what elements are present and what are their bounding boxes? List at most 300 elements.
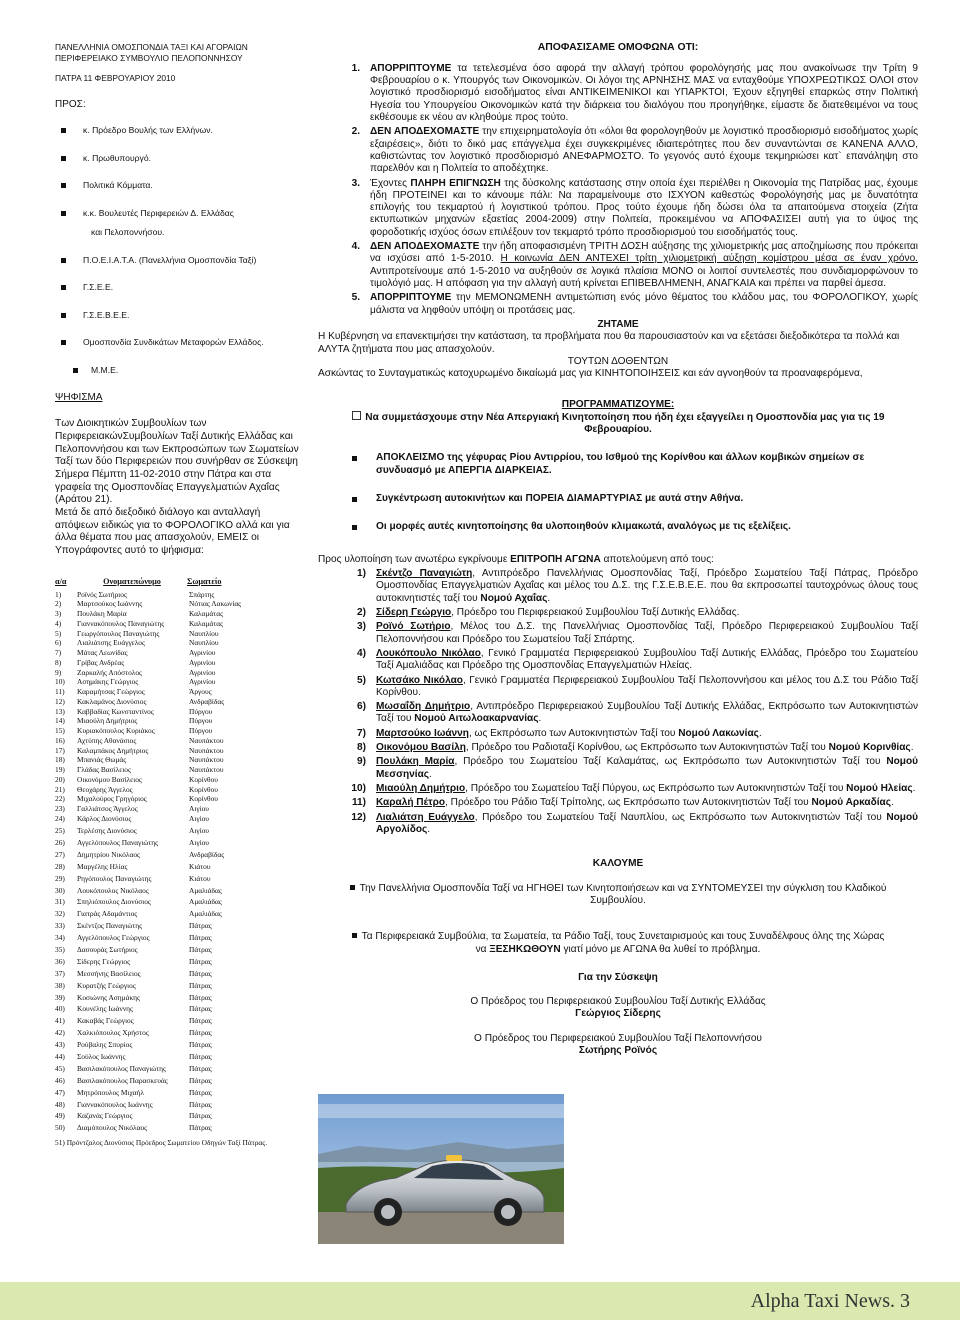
table-row (55, 887, 303, 899)
table-row (55, 827, 303, 839)
member-union: Αγρινίου (189, 648, 216, 658)
row-number: 21) (55, 784, 65, 794)
row-number: 4) (55, 618, 62, 628)
member-name: Γεωργόπουλος Παναγιώτης (77, 629, 160, 638)
row-number: 28) (55, 861, 65, 871)
committee-name: Λουκόπουλο Νικόλαο (376, 647, 481, 659)
committee-role: , Αντιπρόεδρο Περιφερειακού Συμβουλίου Ταξί Δυτικής Ελλάδας, Εκπρόσωπο των Αυτοκινητιστών Ταξί του (376, 701, 918, 725)
committee-member (318, 728, 918, 740)
footer-bar (0, 1282, 960, 1320)
table-row (55, 639, 303, 649)
member-name: Αχτύπης Αθανάσιος (77, 736, 137, 745)
member-name: Βασιλακόπουλος Παρασκευάς (77, 1076, 168, 1085)
bullet-icon (61, 183, 66, 188)
committee-member (318, 797, 918, 809)
member-union: Ναυπλίου (189, 638, 219, 648)
committee-region: Νομού Αργολίδος (376, 811, 918, 835)
committee-list (318, 568, 918, 836)
committee-number: 10) (351, 783, 366, 794)
committee-role: , Πρόεδρο του Σωματείου Ταξί Ναυπλίου, ως Εκπρόσωπο των Αυτοκινητιστών Ταξί του (474, 811, 887, 823)
invite-item: Τα Περιφερειακά Συμβούλια, τα Σωματεία, τα Ράδιο Ταξί, τους Συνεταιρισμούς και τους Συναδέλφους όλης της Χώρας να ΞΕΣΗΚΩΘΟΥΝ γιατί μόνο με ΑΓΩΝΑ θα λυθεί το πρόβλημα. (318, 931, 918, 956)
committee-name: Κωτσάκο Νικόλαο (376, 674, 463, 686)
member-name: Μητρόπουλος Μιχαήλ (77, 1088, 144, 1097)
member-name: Γρίβας Ανδρέας (77, 658, 125, 667)
table-row (55, 756, 303, 766)
row-number: 1) (55, 589, 62, 599)
member-union: Πάτρας (189, 968, 212, 978)
member-union: Ναυπάκτου (189, 765, 224, 775)
committee-role: , Γενικό Γραμματέα Περιφερειακού Συμβουλίου Ταξί Δυτικής Ελλάδας, Πρόεδρο του Σωματείου Ταξί Αμαλιάδας και Πρόεδρο της Ομοσπονδίας Επαγγελματιών Ηλείας. (376, 647, 919, 672)
committee-region: Νομού Κορινθίας (828, 742, 911, 754)
row-number: 46) (55, 1075, 65, 1085)
table-row (55, 910, 303, 922)
action-item: Οι μορφές αυτές κινητοποίησης θα υλοποιηθούν κλιμακωτά, αναλόγως με τις εξελίξεις. (318, 521, 918, 533)
member-union: Άργους (189, 687, 212, 697)
committee-role: , Πρόεδρο του Ράδιο Ταξί Τρίπολης, ως Εκπρόσωπο των Αυτοκινητιστών Ταξί του (445, 797, 812, 809)
col-header-union: Σωματείο (187, 576, 222, 586)
bullet-icon (61, 128, 66, 133)
row-number: 32) (55, 909, 65, 919)
row-number: 8) (55, 657, 62, 667)
member-union: Ναυπάκτου (189, 735, 224, 745)
recipient-item: Γ.Σ.Ε.Β.Ε.Ε. (55, 310, 303, 320)
table-row (55, 1017, 303, 1029)
action-item: Συγκέντρωση αυτοκινήτων και ΠΟΡΕΙΑ ΔΙΑΜΑΡΤΥΡΙΑΣ με αυτά στην Αθήνα. (318, 493, 918, 505)
signature-role: Ο Πρόεδρος του Περιφερειακού Συμβουλίου Ταξί Πελοποννήσου (474, 1032, 762, 1044)
committee-number: 8) (357, 742, 366, 754)
row-number: 6) (55, 638, 62, 648)
row-number: 16) (55, 735, 65, 745)
table-row (55, 1065, 303, 1077)
table-row (55, 591, 303, 601)
committee-role: , ως Εκπρόσωπο των Αυτοκινητιστών Ταξί του (468, 727, 679, 739)
member-name: Διαμόπουλος Νικόλαος (77, 1124, 148, 1133)
org-council: ΠΕΡΙΦΕΡΕΙΑΚΟ ΣΥΜΒΟΥΛΙΟ ΠΕΛΟΠΟΝΝΗΣΟΥ (55, 52, 243, 63)
recipient-item: Πολιτικά Κόμματα. (55, 180, 303, 190)
member-union: Πάτρας (189, 1123, 212, 1133)
row-number: 39) (55, 992, 65, 1002)
member-name: Ρηγόπουλος Παναγιώτης (77, 874, 152, 883)
table-row (55, 1053, 303, 1065)
table-row (55, 875, 303, 887)
member-union: Πάτρας (189, 1075, 212, 1085)
committee-name: Ροϊνό Σωτήριο (376, 621, 451, 633)
member-name: Κάρλος Διονύσιος (77, 814, 132, 823)
committee-end: . (910, 742, 914, 754)
col-header-number: α/α (55, 576, 67, 586)
committee-end: . (538, 713, 542, 725)
committee-number: 3) (357, 621, 366, 633)
committee-region: Νομού Λακωνίας (678, 727, 759, 739)
signature-heading: Για την Σύσκεψη (578, 971, 658, 983)
member-name: Αγγελόπουλος Γεώργιος (77, 934, 150, 943)
member-name: Σίδερης Γεώργιος (77, 957, 131, 966)
member-union: Ναυπάκτου (189, 755, 224, 765)
member-name: Σπηλιόπουλος Διονύσιος (77, 898, 151, 907)
table-row (55, 958, 303, 970)
table-header (55, 578, 303, 586)
table-row (55, 600, 303, 610)
recipient-item: Μ.Μ.Ε. (55, 365, 303, 375)
invite-item: Την Πανελλήνια Ομοσπονδία Ταξί να ΗΓΗΘΕΙ των Κινητοποιήσεων και να ΣΥΝΤΟΜΕΥΣΕΙ την σύγκλιση του Κλαδικού Συμβουλίου. (318, 883, 918, 908)
committee-role: , Αντιπρόεδρο Πανελλήνιας Ομοσπονδίας Ταξί, Πρόεδρο Σωματείου Ταξί Πάτρας, Πρόεδρο Ομοσπονδίας Επαγγελματιών Αχαΐας και μέλος του Δ.Σ. της Γ.Σ.Ε.Β.Ε.Ε. που θα εκπροσωπεί ταυτοχρόνως όλους τους αυτοκινητιστές ταξί του (376, 568, 918, 604)
member-union: Πάτρας (189, 1087, 212, 1097)
action-item: ΑΠΟΚΛΕΙΣΜΟ της γέφυρας Ρίου Αντιρρίου, του Ισθμού της Κορίνθου και άλλων κομβικών σημείων σε συνδυασμό με ΑΠΕΡΓΙΑ ΔΙΑΡΚΕΙΑΣ. (318, 452, 918, 477)
committee-region: Νομού Ηλείας (846, 783, 913, 794)
table-row (55, 669, 303, 679)
member-name: Σκέντζος Παναγιώτης (77, 922, 142, 931)
committee-role: , Πρόεδρο του Σωματείου Ταξί Καλαμάτας, ως Εκπρόσωπο των Αυτοκινητιστών Ταξί του (454, 756, 887, 768)
committee-member (318, 812, 918, 837)
member-union: Πάτρας (189, 1016, 212, 1026)
resolution-intro (55, 418, 303, 557)
row-number: 33) (55, 921, 65, 931)
table-row (55, 1101, 303, 1113)
member-union: Πάτρας (189, 1099, 212, 1109)
member-union: Νότιας Λακωνίας (189, 599, 242, 609)
committee-end: . (429, 768, 432, 780)
committee-end: . (891, 797, 894, 809)
table-row (55, 737, 303, 747)
bullet-icon (61, 313, 66, 318)
member-union: Σπάρτης (189, 589, 215, 599)
committee-region: Νομού Αιτωλοακαρνανίας (414, 713, 539, 725)
bullet-icon (61, 211, 66, 216)
row-number: 40) (55, 1004, 65, 1014)
committee-number: 11) (351, 797, 366, 809)
row-number: 35) (55, 944, 65, 954)
table-row (55, 620, 303, 630)
member-name: Κακλαμάνος Διονύσιος (77, 697, 147, 706)
decision-item: 5. ΑΠΟΡΡΙΠΤΟΥΜΕ την ΜΕΜΟΝΩΜΕΝΗ αντιμετώπιση ενός μόνο θέματος του κλάδου μας, του ΦΟΡΟΛΟΓΙΚΟΥ, χωρίς μάλιστα να ληφθούν υπόψη οι προτάσεις μας. (351, 292, 918, 316)
given-title: ΤΟΥΤΩΝ ΔΟΘΕΝΤΩΝ (567, 355, 669, 367)
table-row (55, 649, 303, 659)
member-union: Πάτρας (189, 980, 212, 990)
table-row (55, 678, 303, 688)
decision-title: ΑΠΟΦΑΣΙΣΑΜΕ ΟΜΟΦΩΝΑ ΟΤΙ: (537, 42, 699, 53)
row-number: 12) (55, 696, 65, 706)
row-number: 17) (55, 745, 65, 755)
decision-item: 4. ΔΕΝ ΑΠΟΔΕΧΟΜΑΣΤΕ την ήδη αποφασισμένη ΤΡΙΤΗ ΔΟΣΗ αύξησης της χιλιομετρικής μας αποζημίωσης που πρόκειται να ισχύσει από 1-5-2010. Η κοινωνία ΔΕΝ ΑΝΤΕΧΕΙ τρίτη χιλιομετρική αύξηση κομίστρου μέσα σε έναν χρόνο. Αντιπροτείνουμε από 1-5-2010 να αυξηθούν σε λογικά πλαίσια ΜΟΝΟ οι λοιποί συντελεστές που συνδιαμορφώνουν το τιμολόγιό μας. Η απόφαση για την αλλαγή αυτή κρίνεται ΕΠΙΒΕΒΛΗΜΕΝΗ, ΑΝΑΓΚΑΙΑ και πρέπει να παρθεί άμεσα. (351, 241, 918, 289)
committee-name: Σίδερη Γεώργιο (376, 606, 452, 618)
right-column (318, 42, 918, 1057)
table-row-last: 51) Πρόντζαλος Διονύσιος Πρόεδρος Σωματείου Οδηγών Ταξί Πάτρας. (55, 1138, 268, 1148)
committee-member (318, 756, 918, 781)
col-header-name: Ονοματεπώνυμο (103, 576, 161, 586)
row-number: 25) (55, 825, 65, 835)
row-number: 43) (55, 1040, 65, 1050)
table-row (55, 630, 303, 640)
member-union: Αμαλιάδας (189, 909, 222, 919)
member-name: Μεσσήνης Βασίλειος (77, 969, 141, 978)
row-number: 13) (55, 706, 65, 716)
member-union: Αγρινίου (189, 677, 216, 687)
table-row (55, 815, 303, 827)
committee-intro: Προς υλοποίηση των ανωτέρω εγκρίνουμε ΕΠΙΤΡΟΠΗ ΑΓΩΝΑ αποτελούμενη από τους: (318, 553, 714, 565)
table-row (55, 863, 303, 875)
table-row (55, 922, 303, 934)
member-name: Ασημάκης Γεώργιος (77, 678, 139, 687)
member-union: Πάτρας (189, 1111, 212, 1121)
bullet-icon (61, 258, 66, 263)
recipient-item: Γ.Σ.Ε.Ε. (55, 282, 303, 292)
row-number: 10) (55, 677, 65, 687)
member-union: Ναυπλίου (189, 628, 219, 638)
committee-number: 2) (357, 606, 366, 618)
committee-name: Μαρτσούκο Ιωάννη (376, 727, 469, 739)
row-number: 38) (55, 980, 65, 990)
bullet-icon (352, 497, 357, 502)
table-row (55, 805, 303, 815)
invite-title: ΚΑΛΟΥΜΕ (592, 858, 644, 870)
member-name: Πουλάκη Μαρία (77, 610, 127, 619)
committee-member (318, 783, 918, 795)
committee-name: Μιαούλη Δημήτριο (376, 783, 466, 794)
member-name: Θεοχάρης Άγγελος (77, 785, 133, 794)
member-union: Πάτρας (189, 1063, 212, 1073)
member-union: Πάτρας (189, 1028, 212, 1038)
table-row (55, 766, 303, 776)
member-union: Ανδραβίδας (189, 849, 225, 859)
row-number: 34) (55, 933, 65, 943)
member-name: Μιαούλη Δημήτριος (77, 717, 138, 726)
member-union: Πύργου (189, 706, 213, 716)
table-row (55, 1029, 303, 1041)
row-number: 19) (55, 765, 65, 775)
row-number: 48) (55, 1099, 65, 1109)
member-union: Πάτρας (189, 1052, 212, 1061)
member-name: Καββαδίας Κωνσταντίνος (77, 707, 154, 716)
recipients-heading: ΠΡΟΣ: (55, 99, 86, 111)
bullet-icon (61, 156, 66, 161)
committee-number: 12) (351, 811, 366, 823)
committee-number: 1) (357, 568, 366, 579)
committee-role: , Πρόεδρο του Ραδιοταξί Κορίνθου, ως Εκπρόσωπο των Αυτοκινητιστών Ταξί του (465, 742, 829, 754)
member-name: Δασουράς Σωτήριος (77, 945, 138, 954)
committee-role: , Γενικό Γραμματέα Περιφερειακού Συμβουλίου Ταξί Πελοποννήσου και μέλος του Δ.Σ του Ράδιο Ταξί Κορίνθου. (376, 674, 918, 698)
member-name: Ροϊνός Σωτήριος (77, 590, 127, 599)
row-number: 24) (55, 813, 65, 823)
bullet-icon (352, 933, 357, 938)
member-union: Αιγίου (189, 804, 209, 814)
member-name: Γαλλιάτσος Άγγελος (77, 805, 138, 814)
member-name: Κοσιώνης Ασημάκης (77, 993, 140, 1002)
member-union: Κιάτου (189, 873, 211, 883)
recipient-item: κ.κ. Βουλευτές Περιφερειών Δ. Ελλάδας (55, 208, 303, 218)
resolution-title: ΨΗΦΙΣΜΑ (55, 392, 103, 404)
member-name: Μαργέλης Ηλίας (77, 862, 128, 871)
member-union: Πάτρας (189, 1040, 212, 1050)
committee-name: Καραλή Πέτρο (376, 797, 446, 809)
member-name: Κακαβάς Γεώργιος (77, 1017, 134, 1026)
signature-name: Γεώργιος Σίδερης (575, 1008, 661, 1020)
member-name: Ρούβαλης Σπυρίος (77, 1041, 133, 1050)
member-union: Κορίνθου (189, 774, 218, 784)
taxi-photo-illustration (318, 1094, 564, 1244)
member-name: Καραμήτσας Γεώργιος (77, 688, 145, 697)
org-header (55, 42, 303, 63)
table-row (55, 1124, 303, 1136)
row-number: 23) (55, 804, 65, 814)
committee-member (318, 742, 918, 754)
row-number: 47) (55, 1087, 65, 1097)
table-row (55, 1005, 303, 1017)
committee-member (318, 675, 918, 700)
member-union: Καλαμάτας (189, 618, 223, 628)
member-name: Τερλέσης Διονύσιος (77, 826, 137, 835)
table-row (55, 659, 303, 669)
row-number: 20) (55, 774, 65, 784)
row-number: 44) (55, 1052, 65, 1061)
committee-role: , Πρόεδρο του Περιφερειακού Συμβουλίου Ταξί Δυτικής Ελλάδας. (451, 606, 740, 618)
row-number: 7) (55, 648, 62, 658)
member-union: Πάτρας (189, 1004, 212, 1014)
member-name: Καζανάς Γεώργιος (77, 1112, 133, 1121)
row-number: 22) (55, 794, 65, 804)
committee-member (318, 607, 918, 619)
table-row (55, 898, 303, 910)
member-name: Λιαλιάτσης Ευάγγελος (77, 639, 145, 648)
member-name: Δημητρίου Νικόλαος (77, 850, 140, 859)
bullet-icon (350, 885, 355, 890)
decision-item: 1. ΑΠΟΡΡΙΠΤΟΥΜΕ τα τετελεσμένα όσο αφορά την αλλαγή τρόπου φορολόγησής μας που ανακοίνωσε την Τρίτη 9 Φεβρουαρίου ο κ. Υπουργός των Οικονομικών. Οι λόγοι της ΑΡΝΗΣΗΣ ΜΑΣ να ενταχθούμε ΥΠΟΧΡΕΩΤΙΚΩΣ ΟΛΟΙ στον λογιστικό προσδιορισμό εισοδήματος είναι ΑΝΤΙΚΕΙΜΕΝΙΚΟΙ και ΥΠΑΡΚΤΟΙ, Έχουν εξηγηθεί επαρκώς στην Πολιτική Ηγεσία του Υπουργείου Οικονομικών κατά την διάρκεια του διαλόγου που προηγήθηκε, είμαστε δε διατεθειμένοι να τους εκθέσουμε εκ νέου αν κληθούμε προς τούτο. (351, 62, 918, 123)
table-row (55, 994, 303, 1006)
member-union: Ναυπάκτου (189, 745, 224, 755)
demand-text: Η Κυβέρνηση να επανεκτιμήσει την κατάσταση, τα προβλήματα που θα παρουσιαστούν και να εξετάσει διεξοδικότερα τα πολλά και ΑΛΥΤΑ ζητήματα που μας απασχολούν. (318, 331, 900, 355)
member-name: Καλαμπάκος Δημήτριος (77, 746, 149, 755)
committee-name: Οικονόμου Βασίλη (376, 742, 466, 754)
member-union: Πάτρας (189, 956, 212, 966)
member-name: Λουκόπουλος Νικόλαος (77, 886, 149, 895)
given-text: Ασκώντας το Συνταγματικώς κατοχυρωμένο δικαίωμά μας για ΚΙΝΗΤΟΠΟΙΗΣΕΙΣ και εάν αγνοηθούν τα προαναφερόμενα, (318, 368, 863, 380)
row-number: 30) (55, 885, 65, 895)
member-union: Αγρινίου (189, 657, 216, 667)
member-name: Χαλκιόπουλος Χρήστος (77, 1029, 149, 1038)
recipient-item: κ. Πρωθυπουργό. (55, 153, 303, 163)
row-number: 15) (55, 726, 65, 736)
committee-name: Μωσαΐδη Δημήτριο (376, 701, 471, 713)
decision-item: 3. Έχοντες ΠΛΗΡΗ ΕΠΙΓΝΩΣΗ της δύσκολης κατάστασης στην οποία έχει περιέλθει η Οικονομία της Πατρίδας μας, έχουμε ήδη ΠΡΟΤΕΙΝΕΙ και το κάνουμε πάλι: Να παραμείνουμε στο ΙΣΧΥΟΝ καθεστώς Φορολόγησής μας με δυνατότητα επιλογής του τεκμαρτού ή λογιστικού τρόπου. Προς τούτο έχουμε ήδη δώσει όλα τα απαιτούμενα στοιχεία (Ζήτα εκτυπωτικών μηχανών εξαετίας 2004-2009) στην Πολιτεία, προκειμένου να ΑΠΟΦΑΣΙΣΕΙ αυτή για το ύψος της φοροδοτικής ισχύος όσων επιλέξουν τον τεκμαρτό τρόπο προσδιορισμού του εισοδήματός τους. (351, 177, 919, 238)
table-row (55, 970, 303, 982)
row-number: 11) (55, 687, 65, 697)
committee-member (318, 701, 918, 726)
committee-name: Πουλάκη Μαρία (376, 756, 455, 768)
committee-role: , Μέλος του Δ.Σ. της Πανελλήνιας Ομοσπονδίας Ταξί, Πρόεδρο Περιφερειακού Συμβουλίου Ταξί Πελοποννήσου και Πρόεδρο του Σωματείου Ταξί Σπάρτης. (376, 621, 918, 645)
committee-end: . (912, 783, 916, 794)
member-union: Καλαμάτας (189, 609, 223, 619)
row-number: 5) (55, 628, 62, 638)
member-name: Μάτας Λεωνίδας (77, 649, 128, 658)
footer-brand: Alpha Taxi News. 3 (750, 1290, 910, 1312)
member-union: Κιάτου (189, 861, 211, 871)
member-union: Αμαλιάδας (189, 897, 222, 907)
table-row (55, 786, 303, 796)
member-union: Πάτρας (189, 921, 212, 931)
member-union: Κορίνθου (189, 794, 218, 804)
table-row (55, 934, 303, 946)
row-number: 18) (55, 755, 65, 765)
committee-role: , Πρόεδρο του Σωματείου Ταξί Πύργου, ως Εκπρόσωπο των Αυτοκινητιστών Ταξί του (465, 783, 847, 794)
member-name: Γλάδας Βασίλειος (77, 766, 131, 775)
table-row (55, 747, 303, 757)
member-name: Γιαννακόπουλος Ιωάννης (77, 1100, 153, 1109)
member-name: Ζαρκαλής Απόστολος (77, 668, 142, 677)
member-union: Πύργου (189, 716, 213, 726)
member-union: Πάτρας (189, 933, 212, 943)
member-union: Αιγίου (189, 825, 209, 835)
row-number: 37) (55, 968, 65, 978)
committee-member (318, 648, 918, 673)
member-union: Πύργου (189, 726, 213, 736)
row-number: 14) (55, 716, 65, 726)
intro-paragraph: Των Διοικητικών Συμβουλίων των ΠεριφερειακώνΣυμβουλίων Ταξί Δυτικής Ελλάδας και Πελοποννήσου και των Εκπροσώπων των Σωματείων Ταξί των δύο Περιφερειών που συνήρθαν σε Σύσκεψη Σήμερα Πέμπτη 11-02-2010 στην Πάτρα και στα γραφεία της Ομοσπονδίας Επαγγελματιών Αχαΐας (Αράτου 21). (55, 418, 299, 506)
committee-end: . (427, 823, 431, 835)
row-number: 45) (55, 1063, 65, 1073)
row-number: 29) (55, 873, 65, 883)
table-row (55, 795, 303, 805)
member-name: Βασιλακόπουλος Παναγιώτης (77, 1064, 166, 1073)
row-number: 41) (55, 1016, 65, 1026)
row-number: 3) (55, 609, 62, 619)
member-name: Οικονόμου Βασίλειος (77, 775, 142, 784)
member-name: Σούλος Ιωάννης (77, 1053, 126, 1061)
row-number: 49) (55, 1111, 65, 1121)
committee-number: 4) (357, 647, 366, 659)
member-name: Μπανιάς Θωμάς (77, 756, 127, 765)
committee-end: . (758, 727, 762, 739)
committee-end: . (547, 592, 551, 604)
demand-title: ΖΗΤΑΜΕ (597, 318, 639, 330)
table-row (55, 727, 303, 737)
member-union: Κορίνθου (189, 784, 218, 794)
committee-member (318, 568, 918, 605)
row-number: 42) (55, 1028, 65, 1038)
member-name: Μαρτσούκος Ιωάννης (77, 600, 143, 609)
committee-region: Νομού Αρκαδίας (811, 797, 891, 809)
table-body (55, 591, 303, 1137)
taxi-car-photo (318, 1094, 564, 1244)
member-name: Αγγελόπουλος Παναγιώτης (77, 838, 159, 847)
row-number: 26) (55, 837, 65, 847)
decision-item: 2. ΔΕΝ ΑΠΟΔΕΧΟΜΑΣΤΕ την επιχειρηματολογία ότι «όλοι θα φορολογηθούν με λογιστικό προσδιορισμό εισοδήματος χωρίς εξαιρέσεις», διότι το δικό μας επάγγελμα έχει συγκεκριμένες ιδιαιτερότητες που δεν συναντώνται σε ΚΑΝΕΝΑ ΑΛΛΟ, καθιστώντας τον λογιστικό προσδιορισμό ΑΝΕΦΑΡΜΟΣΤΟ. Το γεγονός αυτό έχουμε τεκμηριώσει κατ` επανάληψη στο παρελθόν και η Πολιτεία το αποδέχτηκε. (351, 126, 918, 175)
row-number: 9) (55, 667, 62, 677)
member-union: Ανδραβίδας (189, 696, 225, 706)
program-text: Να συμμετάσχουμε στην Νέα Απεργιακή Κινητοποίηση που ήδη έχει εξαγγείλει η Ομοσπονδία μας για τις 19 Φεβρουαρίου. (318, 411, 918, 437)
member-union: Αμαλιάδας (189, 885, 222, 895)
bullet-icon (352, 456, 357, 461)
signature-name: Σωτήρης Ροϊνός (578, 1045, 658, 1057)
member-name: Γιατράς Αδαμάντιος (77, 910, 138, 919)
member-name: Γιαννακόπουλος Παναγιώτης (77, 619, 165, 628)
signature-role: Ο Πρόεδρος του Περιφερειακού Συμβουλίου Ταξί Δυτικής Ελλάδας (470, 996, 766, 1008)
intro-paragraph: Μετά δε από διεξοδικό διάλογο και ανταλλαγή απόψεων ειδικώς για το ΦΟΡΟΛΟΓΙΚΟ αλλά και για άλλα θέματα που μας απασχολούν, ΕΜΕΙΣ οι Υπογράφοντες αυτό το ψήφισμα: (55, 506, 290, 556)
table-row (55, 698, 303, 708)
member-name: Κυριακόπουλος Κυριάκος (77, 727, 155, 736)
letter-date: ΠΑΤΡΑ 11 ΦΕΒΡΟΥΑΡΙΟΥ 2010 (55, 73, 176, 83)
member-name: Κουνέλης Ιωάννης (77, 1005, 133, 1014)
row-number: 27) (55, 849, 65, 859)
committee-number: 7) (357, 727, 366, 739)
committee-region: Νομού Μεσσηνίας (376, 756, 918, 780)
bullet-icon (61, 340, 66, 345)
table-row (55, 717, 303, 727)
table-row (55, 610, 303, 620)
org-name: ΠΑΝΕΛΛΗΝΙΑ ΟΜΟΣΠΟΝΔΙΑ ΤΑΞΙ ΚΑΙ ΑΓΟΡΑΙΩΝ (55, 42, 248, 52)
committee-number: 6) (357, 701, 366, 713)
row-number: 50) (55, 1123, 65, 1133)
checkbox-icon (352, 411, 361, 420)
table-row (55, 946, 303, 958)
